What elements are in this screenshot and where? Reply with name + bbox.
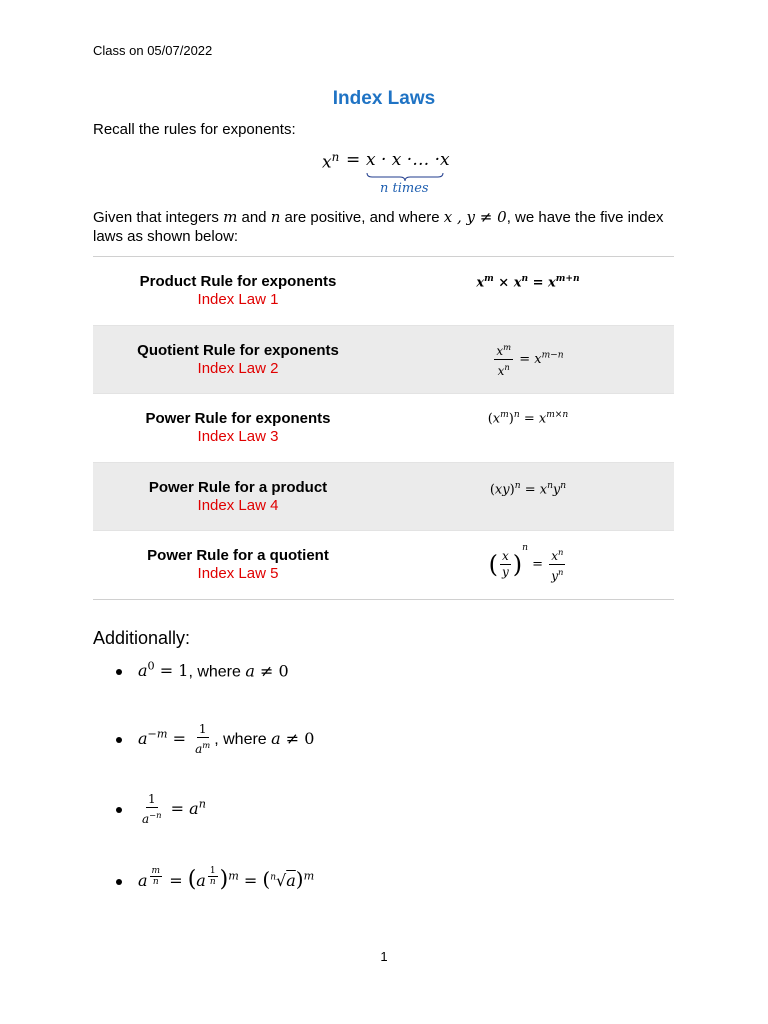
rule-name: Product Rule for exponents [139,273,337,290]
page-header: Class on 05/07/2022 [93,43,213,58]
list-item: $a^{-m}$ = $\frac{1}{a^m}$ , where a ≠ 0 [116,722,314,757]
formula-product-power: $(xy)^n = x^ny^n$ [489,480,567,497]
list-item: $\frac{1}{a^{-n}}$ = $a^n$ [116,792,206,827]
table-row [93,393,674,462]
table-row [93,462,674,531]
recall-text: Recall the rules for exponents: [93,121,296,138]
rule-law: Index Law 4 [197,496,279,514]
index-laws-table [93,256,674,600]
rule-law: Index Law 2 [197,359,279,377]
table-row [93,530,674,599]
page-number: 1 [380,949,388,964]
table-row [93,257,674,325]
formula-power-rule: $(x^m)^n = x^{m\times n}$ [487,410,569,427]
list-item: $a^0 = 1$, where a ≠ 0 [116,660,289,681]
page-title: Index Laws [332,88,436,109]
given-paragraph: Given that integers m and n are positive, and where x , y ≠ 0, we have the five index laws as shown below: [93,208,664,245]
formula-product-rule: $x^m \times x^n = x^{m+n}$ [476,273,580,291]
additionally-heading: Additionally: [93,628,191,648]
rule-name: Quotient Rule for exponents [137,341,339,359]
rule-law: Index Law 3 [197,428,279,445]
rule-name: Power Rule for a quotient [147,547,329,564]
rule-law: Index Law 5 [197,565,279,582]
formula-quotient-power: ( $\frac{x}{y}$ )$^n$ = $\frac{x^n}{y^n}$ [488,543,564,583]
underbrace-label: n times [380,181,429,196]
formula-quotient-rule: $\frac{x^m}{x^n}$ = $x^{m-n}$ [496,341,564,378]
rule-name: Power Rule for exponents [145,410,331,427]
rule-name: Power Rule for a product [148,478,328,496]
definition-formula: $x^n$ = x · x ·… ·x n times [322,150,450,196]
rule-law: Index Law 1 [197,291,279,308]
list-item: a $^{\frac{m}{n}}$ = (a $^{\frac{1}{n}}$ )$^m = (^n√a)^m$ [116,866,314,892]
table-row [93,325,674,394]
